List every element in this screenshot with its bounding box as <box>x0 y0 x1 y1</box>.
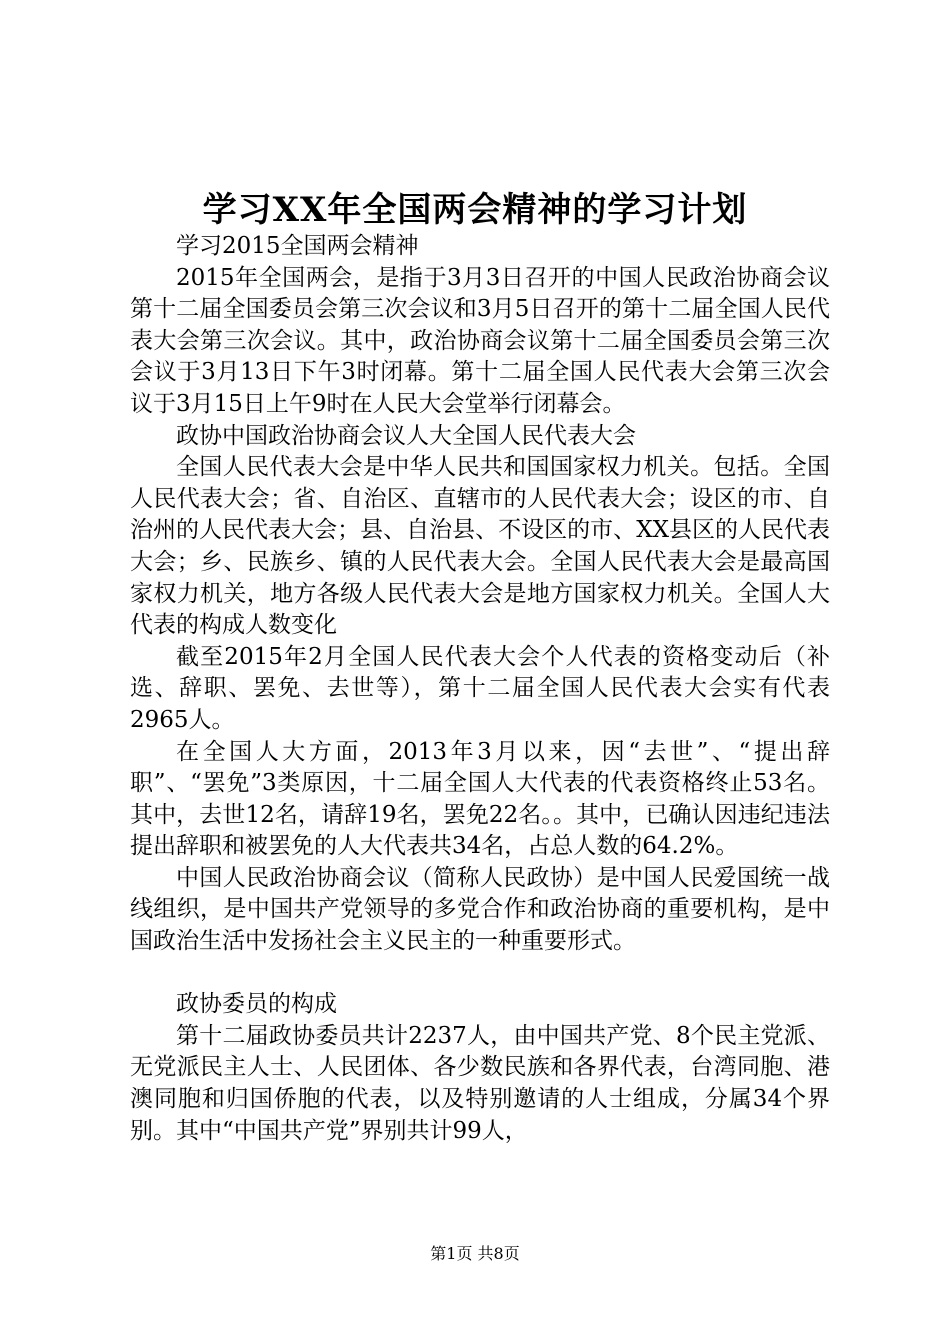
document-title: 学习XX年全国两会精神的学习计划 <box>202 190 748 230</box>
paragraph-cppcc-composition: 第十二届政协委员共计2237人，由中国共产党、8个民主党派、无党派民主人士、人民团体、各少数民族和各界代表，台湾同胞、港澳同胞和归国侨胞的代表，以及特别邀请的人士组成，分属34个界别。其中“中国共产党”界别共计99人， <box>130 1022 830 1144</box>
paragraph-npc-changes: 在全国人大方面，2013年3月以来，因“去世”、“提出辞职”、“罢免”3类原因，十二届全国人大代表的代表资格终止53名。其中，去世12名，请辞19名，罢免22名。。其中，已确认因违纪违法提出辞职和被罢免的人大代表共34名，占总人数的64.2%。 <box>130 738 830 860</box>
paragraph-heading-cppcc-npc: 政协中国政治协商会议人大全国人民代表大会 <box>176 422 636 449</box>
paragraph-npc-deputy-count: 截至2015年2月全国人民代表大会个人代表的资格变动后（补选、辞职、罢免、去世等），第十二届全国人民代表大会实有代表2965人。 <box>130 643 830 733</box>
paragraph-heading-cppcc-members: 政协委员的构成 <box>176 991 337 1018</box>
paragraph-two-sessions-intro: 2015年全国两会，是指于3月3日召开的中国人民政治协商会议第十二届全国委员会第三次会议和3月5日召开的第十二届全国人民代表大会第三次会议。其中，政治协商会议第十二届全国委员会第三次会议于3月13日下午3时闭幕。第十二届全国人民代表大会第三次会议于3月15日上午9时在人民大会堂举行闭幕会。 <box>130 264 830 417</box>
page-number-footer: 第1页 共8页 <box>430 1244 520 1263</box>
paragraph-heading-study: 学习2015全国两会精神 <box>176 233 419 259</box>
paragraph-cppcc-description: 中国人民政治协商会议（简称人民政协）是中国人民爱国统一战线组织，是中国共产党领导的多党合作和政治协商的重要机构，是中国政治生活中发扬社会主义民主的一种重要形式。 <box>130 864 830 955</box>
document-body <box>130 231 830 1147</box>
paragraph-npc-description: 全国人民代表大会是中华人民共和国国家权力机关。包括。全国人民代表大会；省、自治区、直辖市的人民代表大会；设区的市、自治州的人民代表大会；县、自治县、不设区的市、XX县区的人民代表大会；乡、民族乡、镇的人民代表大会。全国人民代表大会是最高国家权力机关，地方各级人民代表大会是地方国家权力机关。全国人大代表的构成人数变化 <box>130 454 830 639</box>
